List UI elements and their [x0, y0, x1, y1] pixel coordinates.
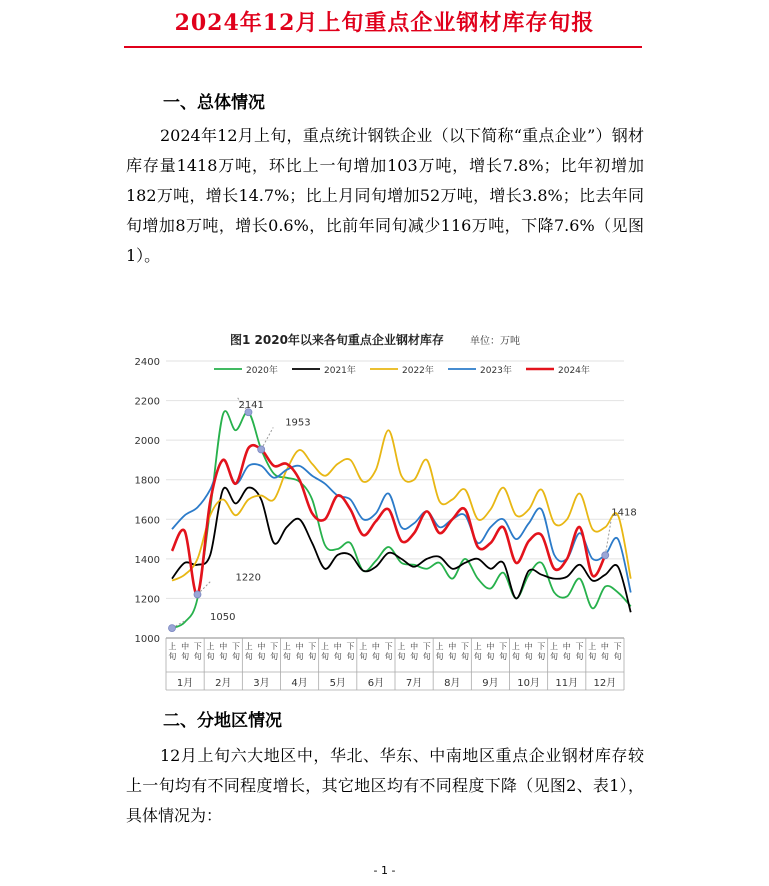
- series-line-2021年: [172, 488, 631, 613]
- period-tick-label: 旬: [511, 652, 520, 661]
- period-tick-label: 下: [537, 642, 546, 651]
- period-tick-label: 中: [562, 642, 571, 651]
- period-tick-label: 中: [448, 642, 457, 651]
- document-title: 2024年12月上旬重点企业钢材库存旬报: [174, 10, 595, 36]
- period-tick-label: 中: [600, 642, 609, 651]
- y-tick-label: 1200: [134, 594, 160, 606]
- period-tick-label: 下: [384, 642, 393, 651]
- legend-label: 2024年: [558, 366, 590, 376]
- y-tick-label: 2200: [134, 396, 160, 408]
- period-tick-label: 中: [410, 642, 419, 651]
- period-tick-label: 中: [371, 642, 380, 651]
- period-tick-label: 上: [473, 642, 482, 651]
- period-tick-label: 中: [486, 642, 495, 651]
- section-2-paragraph: [126, 741, 644, 831]
- period-tick-label: 旬: [270, 652, 279, 661]
- period-tick-label: 下: [422, 642, 431, 651]
- period-tick-label: 旬: [359, 652, 368, 661]
- period-tick-label: 下: [460, 642, 469, 651]
- y-tick-label: 2000: [134, 436, 160, 448]
- month-label: 4月: [291, 678, 308, 689]
- period-tick-label: 旬: [384, 652, 393, 661]
- period-tick-label: 旬: [193, 652, 202, 661]
- section-1-heading: 一、总体情况: [163, 93, 265, 113]
- period-tick-label: 上: [588, 642, 597, 651]
- period-tick-label: 旬: [550, 652, 559, 661]
- period-tick-label: 下: [231, 642, 240, 651]
- period-tick-label: 中: [524, 642, 533, 651]
- month-label: 12月: [593, 678, 617, 689]
- legend-label: 2022年: [402, 366, 434, 376]
- period-tick-label: 旬: [537, 652, 546, 661]
- period-tick-label: 旬: [575, 652, 584, 661]
- period-tick-label: 上: [511, 642, 520, 651]
- period-tick-label: 旬: [206, 652, 215, 661]
- period-tick-label: 旬: [244, 652, 253, 661]
- legend-label: 2023年: [480, 366, 512, 376]
- chart-unit-note: 单位：万吨: [470, 336, 520, 347]
- period-tick-label: 旬: [346, 652, 355, 661]
- annotation-marker: [258, 446, 265, 453]
- period-tick-label: 旬: [422, 652, 431, 661]
- period-tick-label: 上: [397, 642, 406, 651]
- page-number: - 1 -: [373, 864, 396, 877]
- period-tick-label: 下: [499, 642, 508, 651]
- period-tick-label: 旬: [219, 652, 228, 661]
- period-tick-label: 旬: [371, 652, 380, 661]
- period-tick-label: 旬: [473, 652, 482, 661]
- period-tick-label: 旬: [295, 652, 304, 661]
- section-2-text: 12月上旬六大地区中，华北、华东、中南地区重点企业钢材库存较上一旬均有不同程度增长，其它地区均有不同程度下降（见图2、表1），具体情况为：: [126, 746, 644, 825]
- period-tick-label: 下: [308, 642, 317, 651]
- period-tick-label: 旬: [562, 652, 571, 661]
- period-tick-label: 中: [333, 642, 342, 651]
- month-label: 8月: [444, 678, 461, 689]
- y-tick-label: 1000: [134, 634, 160, 645]
- period-tick-label: 旬: [257, 652, 266, 661]
- y-tick-label: 2400: [134, 357, 160, 368]
- period-tick-label: 旬: [486, 652, 495, 661]
- section-2-heading: 二、分地区情况: [163, 711, 282, 731]
- y-tick-label: 1800: [134, 475, 160, 487]
- period-tick-label: 旬: [321, 652, 330, 661]
- month-label: 10月: [517, 678, 540, 689]
- section-1-text: 2024年12月上旬，重点统计钢铁企业（以下简称“重点企业”）钢材库存量1418万吨，环比上一旬增加103万吨，增长7.8%；比年初增加182万吨，增长14.7%；比上月同旬增加52万吨，增长3.8%；比去年同旬增加8万吨，增长0.6%，比前年同旬减少116万吨，下降7.6%（见图1）。: [126, 126, 644, 265]
- month-label: 9月: [482, 678, 499, 689]
- period-tick-label: 上: [206, 642, 215, 651]
- period-tick-label: 旬: [613, 652, 622, 661]
- period-tick-label: 旬: [181, 652, 190, 661]
- period-tick-label: 旬: [499, 652, 508, 661]
- period-tick-label: 上: [359, 642, 368, 651]
- period-tick-label: 旬: [448, 652, 457, 661]
- period-tick-label: 旬: [282, 652, 291, 661]
- month-label: 2月: [215, 678, 232, 689]
- period-tick-label: 旬: [410, 652, 419, 661]
- period-tick-label: 下: [270, 642, 279, 651]
- chart-legend: [214, 364, 590, 376]
- annotation-label: 1953: [285, 417, 311, 429]
- title-rule: [124, 46, 642, 48]
- legend-label: 2020年: [246, 366, 278, 376]
- period-tick-label: 下: [575, 642, 584, 651]
- month-label: 6月: [367, 678, 385, 689]
- period-tick-label: 中: [295, 642, 304, 651]
- chart-grid: [135, 357, 624, 645]
- period-tick-label: 上: [168, 642, 177, 651]
- inventory-line-chart: [126, 328, 644, 694]
- period-tick-label: 下: [613, 642, 622, 651]
- period-tick-label: 旬: [524, 652, 533, 661]
- month-label: 11月: [555, 678, 579, 689]
- period-tick-label: 旬: [308, 652, 317, 661]
- annotation-label: 1050: [210, 612, 236, 624]
- period-tick-label: 旬: [168, 652, 177, 661]
- chart-x-axis: [166, 638, 624, 690]
- month-label: 3月: [253, 678, 270, 689]
- annotation-label: 1220: [235, 572, 261, 584]
- period-tick-label: 上: [244, 642, 253, 651]
- period-tick-label: 中: [257, 642, 266, 651]
- period-tick-label: 上: [282, 642, 291, 651]
- annotation-label: 2141: [238, 400, 264, 412]
- period-tick-label: 上: [435, 642, 444, 651]
- period-tick-label: 中: [219, 642, 228, 651]
- period-tick-label: 中: [181, 642, 190, 651]
- period-tick-label: 下: [346, 642, 355, 651]
- month-label: 1月: [176, 678, 194, 689]
- y-tick-label: 1400: [134, 554, 160, 566]
- period-tick-label: 下: [193, 642, 202, 651]
- annotation-marker: [194, 591, 201, 598]
- month-label: 7月: [405, 678, 423, 689]
- chart-title: 图1 2020年以来各旬重点企业钢材库存: [230, 333, 444, 347]
- annotation-marker: [602, 552, 609, 559]
- period-tick-label: 旬: [231, 652, 240, 661]
- annotation-marker: [169, 625, 176, 632]
- period-tick-label: 上: [550, 642, 559, 651]
- period-tick-label: 旬: [435, 652, 444, 661]
- period-tick-label: 旬: [333, 652, 342, 661]
- period-tick-label: 旬: [588, 652, 597, 661]
- y-tick-label: 1600: [134, 515, 160, 527]
- period-tick-label: 旬: [460, 652, 469, 661]
- period-tick-label: 上: [321, 642, 330, 651]
- legend-label: 2021年: [324, 366, 356, 376]
- section-1-paragraph: [126, 121, 644, 271]
- period-tick-label: 旬: [600, 652, 609, 661]
- month-label: 5月: [329, 678, 346, 689]
- period-tick-label: 旬: [397, 652, 406, 661]
- annotation-label: 1418: [611, 507, 637, 519]
